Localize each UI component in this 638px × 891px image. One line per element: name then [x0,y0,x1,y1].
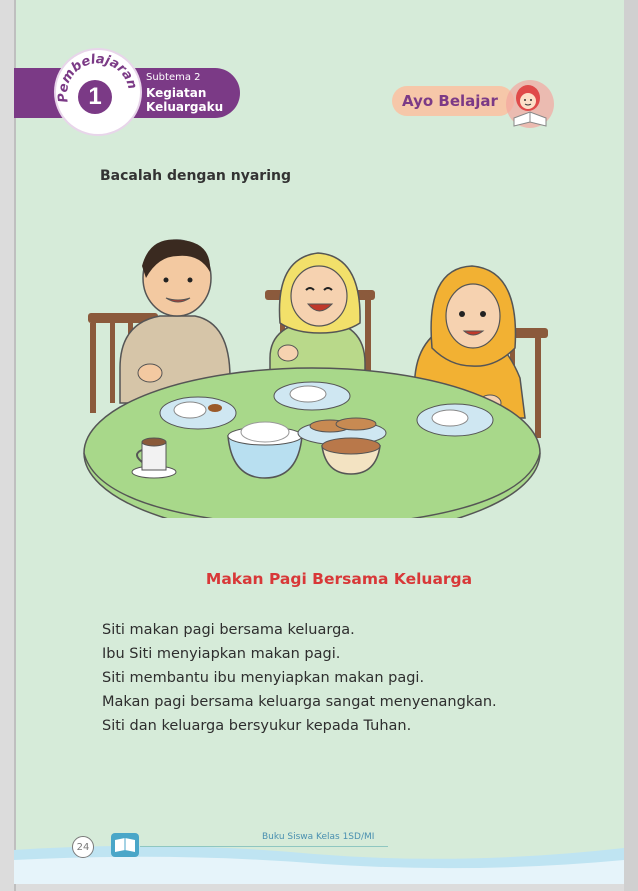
story-text [102,618,602,738]
page-number: 24 [72,836,94,858]
instruction-text: Bacalah dengan nyaring [100,168,291,184]
page-shadow [624,0,638,891]
badge-word: Pembelajaran [56,51,140,104]
story-line: Siti dan keluarga bersyukur kepada Tuhan. [102,718,412,734]
story-line: Makan pagi bersama keluarga sangat menyenangkan. [102,694,497,710]
siti-figure [270,253,365,383]
story-line: Siti membantu ibu menyiapkan makan pagi. [102,670,425,686]
story-line: Siti makan pagi bersama keluarga. [102,622,355,638]
subtema-label: Subtema 2 [146,72,201,83]
story-title: Makan Pagi Bersama Keluarga [205,570,473,588]
ayo-belajar-label: Ayo Belajar [392,86,514,116]
lesson-number: 1 [78,80,112,114]
girl-reading-icon [504,74,556,134]
footer-rule [140,846,388,847]
book-icon [110,832,140,858]
kegiatan-title: Kegiatan Keluargaku [146,86,224,114]
story-line: Ibu Siti menyiapkan makan pagi. [102,646,341,662]
footer-wave [14,820,624,884]
book-title: Buku Siswa Kelas 1SD/MI [262,832,375,842]
page-edge [14,0,16,891]
family-breakfast-illustration [80,228,550,518]
